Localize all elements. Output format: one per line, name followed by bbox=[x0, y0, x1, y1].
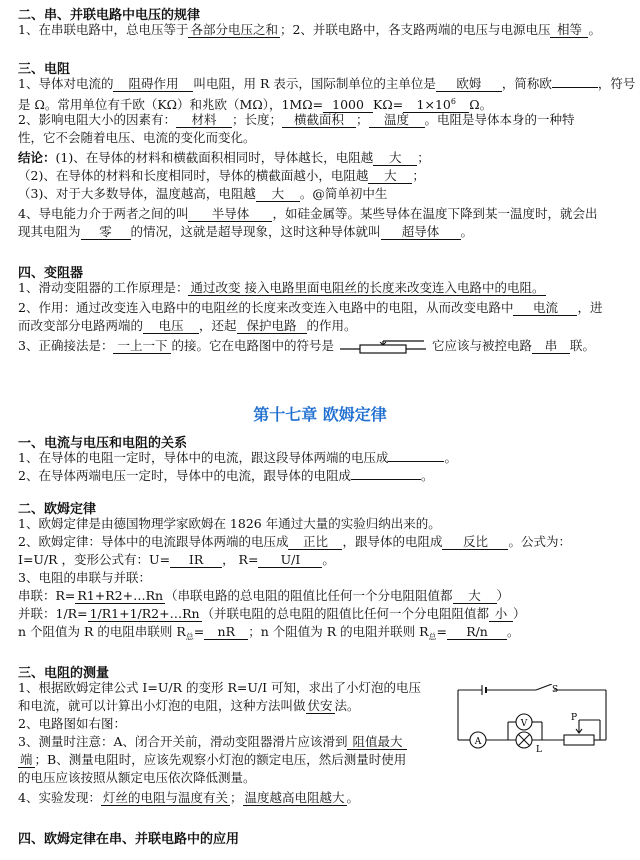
section-heading: 四、欧姆定律在串、并联电路中的应用 bbox=[18, 832, 240, 847]
paragraph-line: 3、测量时注意：A、闭合开关前，滑动变阻器滑片应该滑到 阻值最大 bbox=[18, 734, 407, 750]
paragraph-line: 现其电阻为 零 的情况，这就是超导现象，这时这种导体就叫 超导体 。 bbox=[18, 224, 474, 239]
paragraph-line: 3、正确接法是： 一上一下 的接。它在电路图中的符号是 它应该与被控电路 串 联。 bbox=[18, 338, 595, 353]
section-heading: 三、电阻的测量 bbox=[18, 666, 110, 681]
switch-blade bbox=[536, 684, 552, 690]
paragraph-line: 并联：1/R= 1/R1+1/R2+…Rn （并联电阻的总电阻的阻值比任何一个分电阻阻值都 小 ） bbox=[18, 606, 526, 621]
circuit-diagram bbox=[452, 684, 612, 754]
paragraph-line: n 个阻值为 R 的电阻串联则 $R_总=$ nR ；n 个阻值为 R 的电阻并联则 $R_总= R/n$ 。 bbox=[18, 624, 520, 642]
rheostat-icon bbox=[564, 735, 594, 745]
paragraph-line: 4、导电能力介于两者之间的叫 半导体 ，如硅金属等。某些导体在温度下降到某一温度时，就会出 bbox=[18, 206, 598, 221]
slider-label: P bbox=[571, 713, 578, 723]
paragraph-line: 1、滑动变阻器的工作原理是： 通过改变 接入电路里面电阻丝的长度来改变连入电路中的电阻。 bbox=[18, 280, 545, 295]
rheostat-symbol-icon bbox=[340, 340, 426, 354]
paragraph-line: 端 ；B、测量电阻时，应该先观察小灯泡的额定电压，然后测量时使用 bbox=[20, 752, 407, 767]
section-heading: 一、电流与电压和电阻的关系 bbox=[18, 436, 188, 451]
section-heading: 四、变阻器 bbox=[18, 266, 84, 281]
paragraph-line: I=U/R ，变形公式有：U= IR ， R= U/I 。 bbox=[18, 552, 335, 567]
paragraph-line: 是 Ω。常用单位有千欧（KΩ）和兆欧（MΩ），1MΩ= 1000 $K\Omega= 1\times 10^6$ Ω。 bbox=[18, 94, 492, 113]
switch-label: S bbox=[552, 685, 559, 695]
paragraph-line: （3)、对于大多数导体，温度越高，电阻越 大 。@简单初中生 bbox=[18, 186, 388, 201]
ammeter-label: A bbox=[474, 737, 482, 747]
paragraph-line: 1、根据欧姆定律公式 I=U/R 的变形 R=U/I 可知，求出了小灯泡的电压 bbox=[18, 680, 421, 695]
section-heading: 三、电阻 bbox=[18, 62, 71, 77]
paragraph-line: 串联：R= R1+R2+…Rn （串联电路的总电阻的阻值比任何一个分电阻阻值都 大 ） bbox=[18, 588, 510, 603]
paragraph-line: 2、欧姆定律：导体中的电流跟导体两端的电压成 正比 ，跟导体的电阻成 反比 。公式为： bbox=[18, 534, 571, 549]
paragraph-line: 1、欧姆定律是由德国物理学家欧姆在 1826 年通过大量的实验归纳出来的。 bbox=[18, 516, 441, 531]
section-heading: 二、欧姆定律 bbox=[18, 502, 97, 517]
paragraph-line: 1、导体对电流的 阻碍作用 叫电阻，用 R 表示，国际制单位的主单位是 欧姆 ，简称欧 ，符号 bbox=[18, 76, 636, 91]
paragraph-line: 4、实验发现： 灯丝的电阻与温度有关 ； 温度越高电阻越大 。 bbox=[18, 790, 360, 805]
chapter-title: 第十七章 欧姆定律 bbox=[253, 405, 387, 424]
paragraph-line: 而改变部分电路两端的 电压 ，还起 保护电路 的作用。 bbox=[18, 318, 357, 333]
paragraph-line: 和电流，就可以计算出小灯泡的电阻，这种方法叫做 伏安 法。 bbox=[18, 698, 360, 713]
lamp-label: L bbox=[536, 745, 542, 754]
paragraph-line: 1、在串联电路中，总电压等于 各部分电压之和 ；2、并联电路中，各支路两端的电压与电源电压 相等 。 bbox=[18, 22, 601, 37]
paragraph-line: 2、影响电阻大小的因素有： 材料 ；长度； 横截面积 ； 温度 。电阻是导体本身的一种特 bbox=[18, 112, 575, 127]
paragraph-line: 的电压应该按照从额定电压依次降低测量。 bbox=[18, 770, 256, 785]
paragraph-line: 2、作用：通过改变连入电路中的电阻丝的长度来改变连入电路中的电阻，从而改变电路中 电流 ，进 bbox=[18, 300, 603, 315]
paragraph-line: 结论：(1)、在导体的材料和横截面积相同时，导体越长，电阻越 大 ； bbox=[18, 150, 430, 165]
voltmeter-label: V bbox=[520, 719, 528, 729]
paragraph-line: 性，它不会随着电压、电流的变化而变化。 bbox=[18, 130, 256, 145]
paragraph-line: 1、在导体的电阻一定时，导体中的电流，跟这段导体两端的电压成 。 bbox=[18, 450, 457, 465]
section-heading: 二、串、并联电路中电压的规律 bbox=[18, 8, 201, 23]
paragraph-line: （2)、在导体的材料和长度相同时，导体的横截面越小，电阻越 大 ； bbox=[18, 168, 425, 183]
paragraph-line: 2、电路图如右图： bbox=[18, 716, 126, 731]
paragraph-line: 3、电阻的串联与并联： bbox=[18, 570, 151, 585]
paragraph-line: 2、在导体两端电压一定时，导体中的电流，跟导体的电阻成 。 bbox=[18, 468, 434, 483]
